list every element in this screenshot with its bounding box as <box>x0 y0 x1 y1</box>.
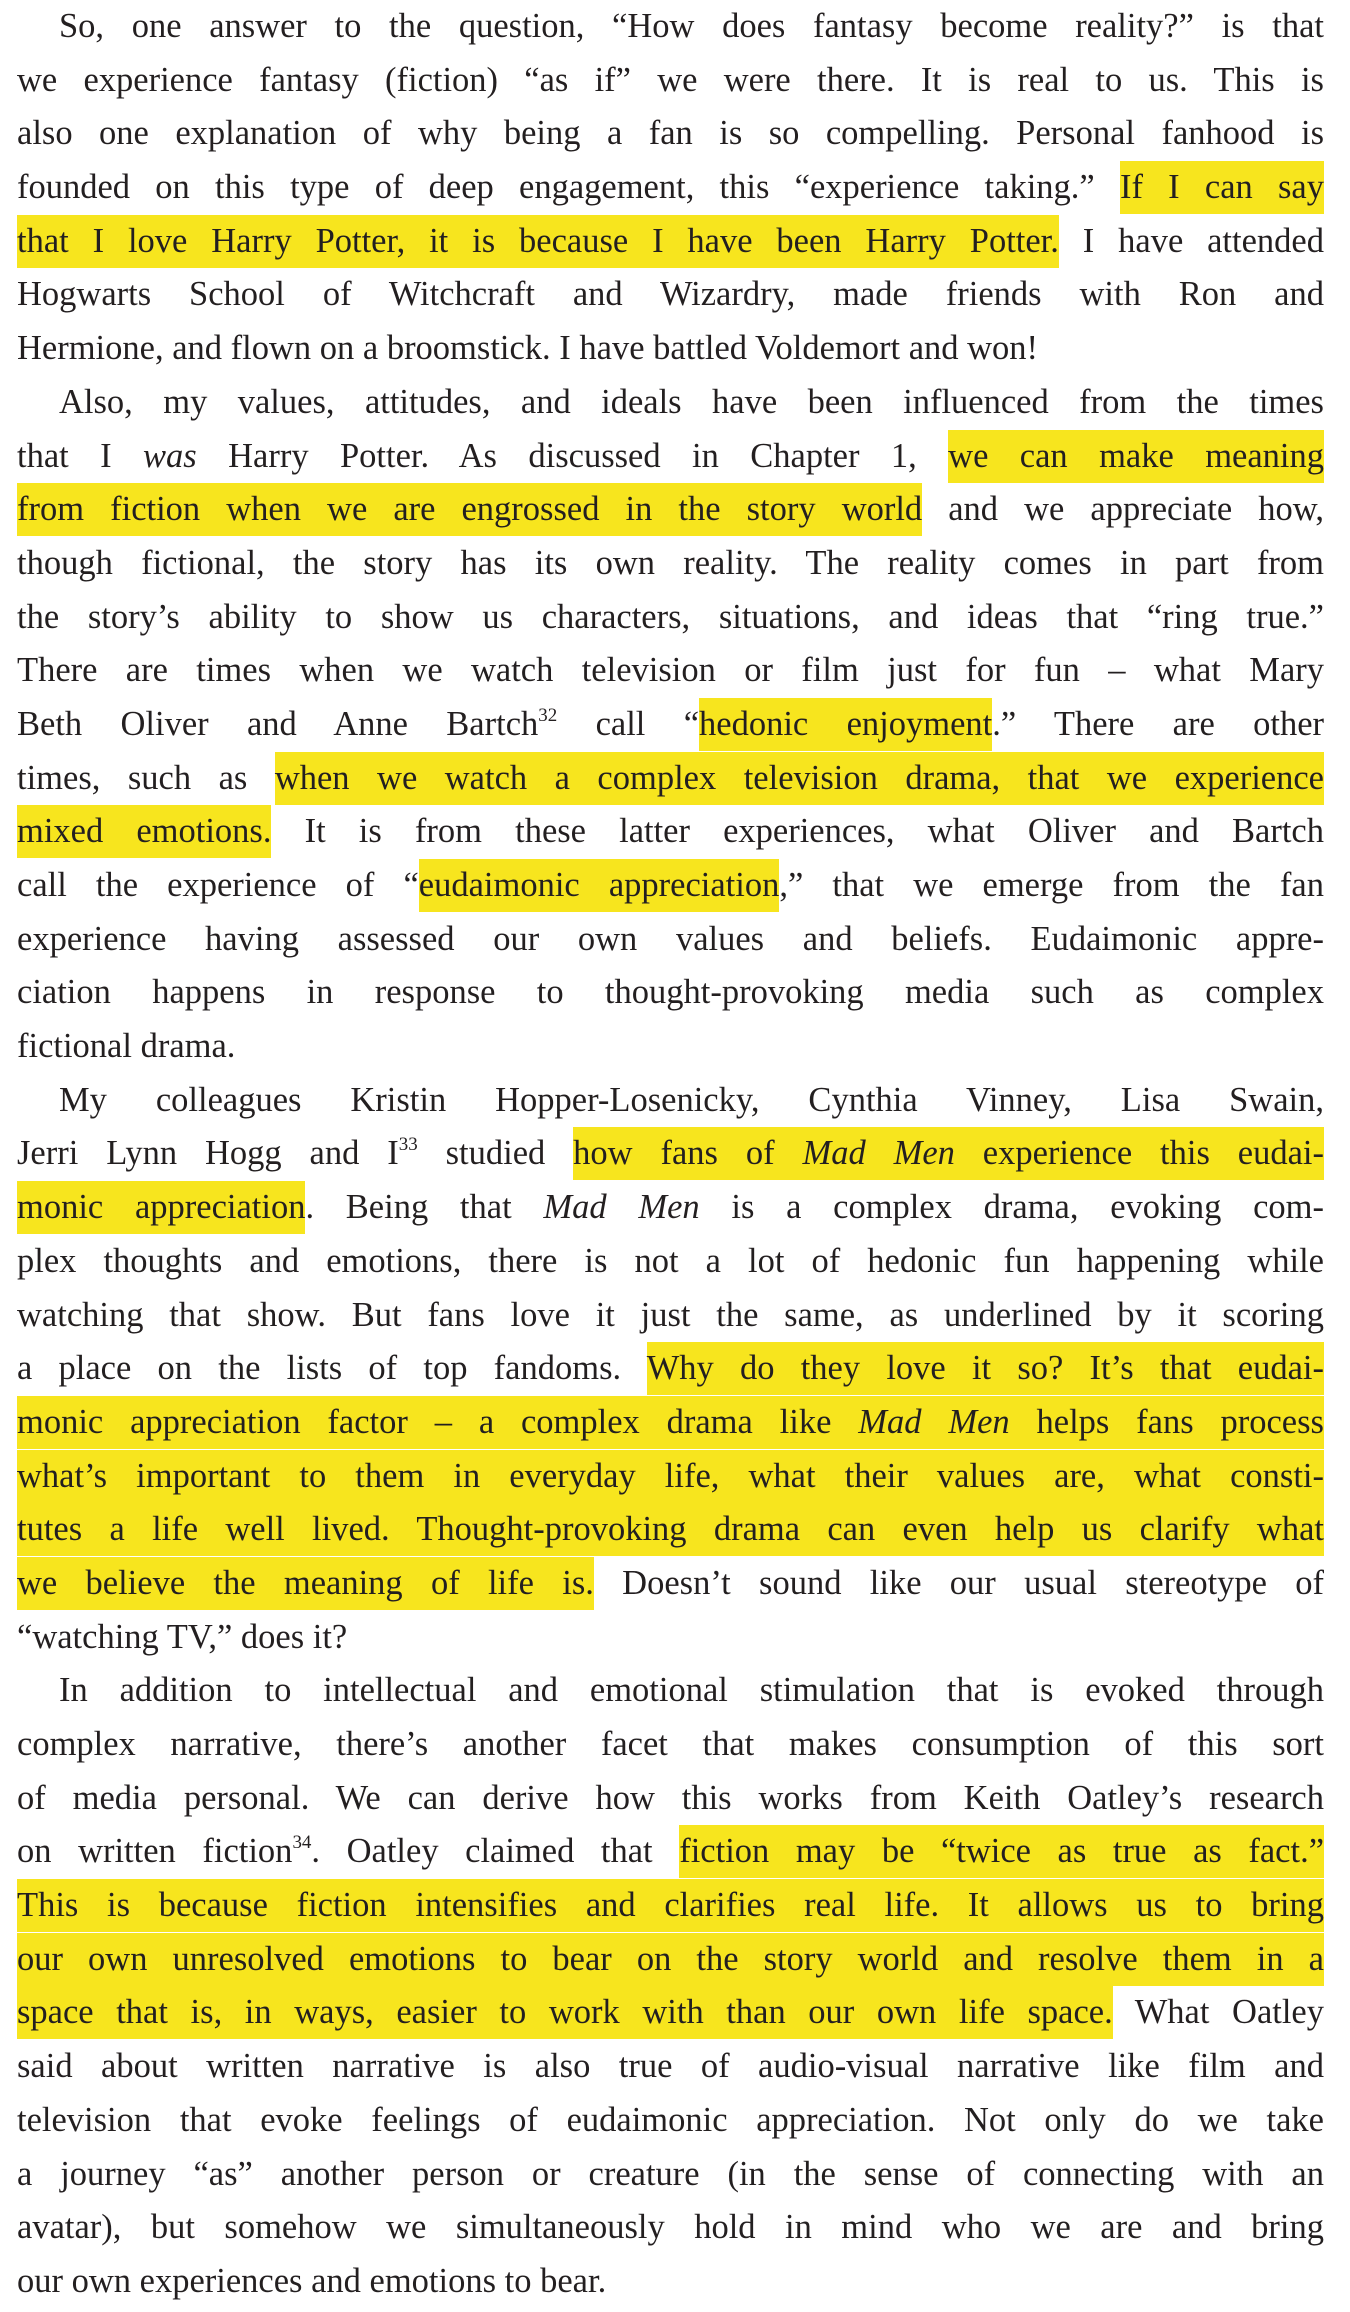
highlighted-text: what’s important to them in everyday life, what their values are, what consti- <box>17 1450 1324 1503</box>
footnote-marker: 32 <box>538 704 558 726</box>
text-line <box>17 483 1324 537</box>
text-line <box>17 1933 1324 1987</box>
text-line <box>17 1289 1324 1343</box>
text-segment: watching that show. But fans love it just the same, as underlined by it scoring <box>17 1295 1324 1334</box>
text-line <box>17 1718 1324 1772</box>
text-segment: also one explanation of why being a fan is so compelling. Personal fanhood is <box>17 114 1324 153</box>
text-line <box>17 1503 1324 1557</box>
text-segment: There are times when we watch television or film just for fun – what Mary <box>17 651 1324 690</box>
text-line <box>17 859 1324 913</box>
text-segment: Hermione, and flown on a broomstick. I have battled Voldemort and won! <box>17 329 1039 368</box>
highlighted-text: space that is, in ways, easier to work with than our own life space. <box>17 1986 1113 2039</box>
text-segment: television that evoke feelings of eudaimonic appreciation. Not only do we take <box>17 2100 1324 2139</box>
highlighted-text: monic appreciation <box>17 1181 305 1234</box>
text-segment: a journey “as” another person or creature (in the sense of connecting with an <box>17 2154 1324 2193</box>
text-segment: So, one answer to the question, “How does fantasy become reality?” is that <box>59 7 1324 45</box>
text-segment: Doesn’t sound like our usual stereotype of <box>593 1563 1324 1602</box>
highlighted-text: helps fans process <box>1010 1396 1324 1449</box>
text-segment: is a complex drama, evoking com- <box>699 1188 1324 1227</box>
text-segment: the story’s ability to show us characters, situations, and ideas that “ring true.” <box>17 597 1324 636</box>
text-line <box>17 698 1324 752</box>
text-line <box>17 1020 1324 1074</box>
text-segment: studied <box>417 1134 574 1173</box>
text-segment: our own experiences and emotions to bear. <box>17 2261 607 2300</box>
text-line <box>17 1181 1324 1235</box>
text-segment: plex thoughts and emotions, there is not a lot of hedonic fun happening while <box>17 1241 1324 1280</box>
text-segment: . Oatley claimed that <box>311 1832 680 1871</box>
text-segment: Mad Men <box>543 1188 700 1227</box>
highlighted-text: that I love Harry Potter, it is because I have been Harry Potter. <box>17 215 1059 268</box>
text-segment: said about written narrative is also true of audio-visual narrative like film and <box>17 2047 1324 2086</box>
text-line <box>17 1127 1324 1181</box>
footnote-marker: 34 <box>292 1832 312 1854</box>
text-line <box>17 376 1324 430</box>
text-line <box>17 913 1324 967</box>
highlighted-text: we can make meaning <box>948 430 1324 483</box>
text-line <box>17 1074 1324 1128</box>
text-line <box>17 107 1324 161</box>
text-segment: Also, my values, attitudes, and ideals have been influenced from the times <box>59 382 1324 421</box>
highlighted-text: how fans of <box>573 1127 802 1180</box>
highlighted-text: If I can say <box>1120 161 1324 214</box>
text-line <box>17 1879 1324 1933</box>
text-segment: though fictional, the story has its own reality. The reality comes in part from <box>17 543 1324 582</box>
text-line <box>17 1772 1324 1826</box>
text-segment: Beth Oliver and Anne Bartch <box>17 704 539 743</box>
text-line <box>17 430 1324 484</box>
text-segment: In addition to intellectual and emotional stimulation that is evoked through <box>59 1671 1324 1710</box>
text-line <box>17 215 1324 269</box>
text-segment: What Oatley <box>1112 1993 1324 2032</box>
highlighted-text: hedonic enjoyment <box>699 698 992 751</box>
text-line <box>17 537 1324 591</box>
text-segment: ,” that we emerge from the fan <box>779 866 1324 904</box>
text-line <box>17 644 1324 698</box>
text-segment: ciation happens in response to thought-provoking media such as complex <box>17 973 1324 1012</box>
text-line <box>17 268 1324 322</box>
highlighted-text: Mad Men <box>802 1127 954 1180</box>
text-segment: we experience fantasy (fiction) “as if” we were there. It is real to us. This is <box>17 60 1324 99</box>
text-segment: Hogwarts School of Witchcraft and Wizardry, made friends with Ron and <box>17 275 1324 314</box>
text-segment: Harry Potter. As discussed in Chapter 1, <box>196 436 949 475</box>
highlighted-text: when we watch a complex television drama, that we experience <box>275 752 1324 805</box>
text-segment: on written fiction <box>17 1832 293 1871</box>
highlighted-text: eudaimonic appreciation <box>419 859 780 912</box>
text-segment: times, such as <box>17 758 275 797</box>
text-line <box>17 2094 1324 2148</box>
highlighted-text: This is because fiction intensifies and clarifies real life. It allows us to bring <box>17 1879 1324 1932</box>
highlighted-text: our own unresolved emotions to bear on the story world and resolve them in a <box>17 1933 1324 1986</box>
highlighted-text: monic appreciation factor – a complex drama like <box>17 1396 858 1449</box>
text-segment: complex narrative, there’s another facet that makes consumption of this sort <box>17 1725 1324 1763</box>
text-line <box>17 1664 1324 1718</box>
highlighted-text: experience this eudai- <box>955 1127 1324 1180</box>
text-line <box>17 1342 1324 1396</box>
text-line <box>17 2040 1324 2094</box>
book-page-text <box>17 0 1324 2309</box>
text-segment: “watching TV,” does it? <box>17 1617 348 1656</box>
text-line <box>17 2201 1324 2255</box>
text-line <box>17 0 1324 54</box>
text-line <box>17 805 1324 859</box>
text-line <box>17 591 1324 645</box>
text-segment: and we appreciate how, <box>922 490 1324 529</box>
highlighted-text: tutes a life well lived. Thought-provoking drama can even help us clarify what <box>17 1503 1324 1556</box>
highlighted-text: we believe the meaning of life is. <box>17 1557 594 1610</box>
text-segment: was <box>143 436 197 475</box>
highlighted-text: fiction may be “twice as true as fact.” <box>679 1825 1324 1878</box>
text-segment: .” There are other <box>992 704 1324 743</box>
text-line <box>17 54 1324 108</box>
highlighted-text: from fiction when we are engrossed in the story world <box>17 483 922 536</box>
text-segment: fictional drama. <box>17 1027 236 1066</box>
text-line <box>17 1825 1324 1879</box>
text-line <box>17 1611 1324 1665</box>
text-segment: My colleagues Kristin Hopper-Losenicky, Cynthia Vinney, Lisa Swain, <box>59 1080 1324 1119</box>
text-line <box>17 966 1324 1020</box>
text-segment: It is from these latter experiences, what Oliver and Bartch <box>271 812 1324 851</box>
text-segment: experience having assessed our own values and beliefs. Eudaimonic appre- <box>17 919 1324 958</box>
text-line <box>17 1986 1324 2040</box>
text-segment: call the experience of “ <box>17 866 419 904</box>
text-line <box>17 1557 1324 1611</box>
text-segment: founded on this type of deep engagement, this “experience taking.” <box>17 168 1120 207</box>
text-segment: call “ <box>557 704 700 743</box>
highlighted-text: Mad Men <box>858 1396 1009 1449</box>
text-line <box>17 752 1324 806</box>
text-segment: a place on the lists of top fandoms. <box>17 1349 647 1388</box>
text-line <box>17 1396 1324 1450</box>
text-line <box>17 161 1324 215</box>
highlighted-text: Why do they love it so? It’s that eudai- <box>647 1342 1324 1395</box>
text-line <box>17 1235 1324 1289</box>
text-segment: Jerri Lynn Hogg and I <box>17 1134 399 1173</box>
highlighted-text: mixed emotions. <box>17 805 271 858</box>
text-segment: avatar), but somehow we simultaneously hold in mind who we are and bring <box>17 2208 1324 2247</box>
text-line <box>17 322 1324 376</box>
footnote-marker: 33 <box>398 1134 418 1156</box>
text-segment: I have attended <box>1058 221 1324 260</box>
text-segment: . Being that <box>305 1188 544 1227</box>
text-segment: of media personal. We can derive how this works from Keith Oatley’s research <box>17 1778 1324 1817</box>
text-line <box>17 2148 1324 2202</box>
text-line <box>17 1450 1324 1504</box>
text-segment: that I <box>17 436 144 475</box>
text-line <box>17 2255 1324 2309</box>
